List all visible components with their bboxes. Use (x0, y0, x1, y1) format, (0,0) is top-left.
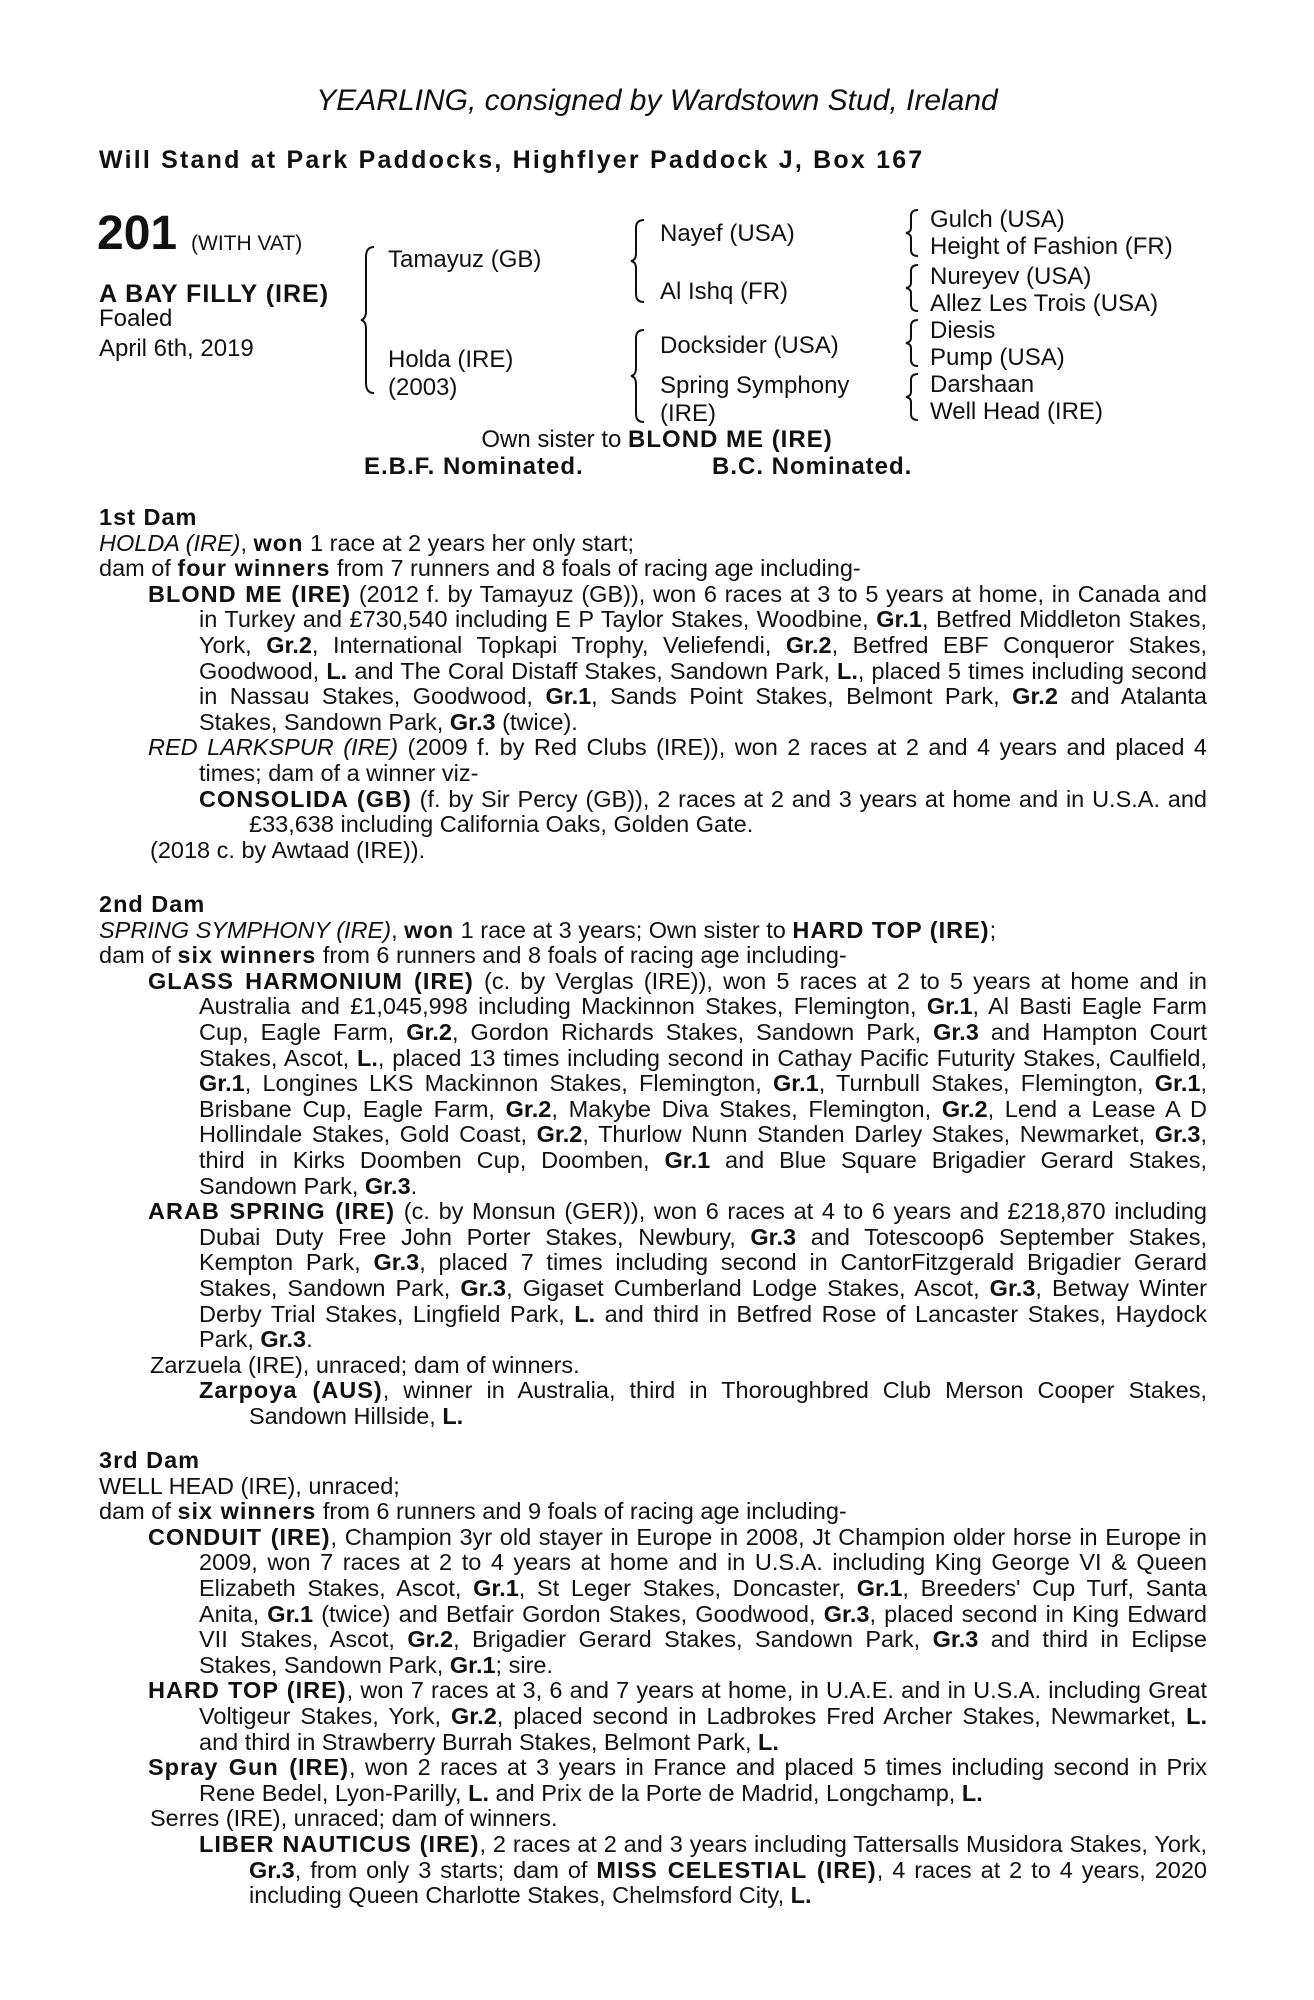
progeny-blond-me: BLOND ME (IRE) (2012 f. by Tamayuz (GB)), won 6 races at 3 to 5 years at home, in Canada and in Turkey and £730,540 including E P Taylor Stakes, Woodbine, Gr.1, Betfred Middleton Stakes, York, Gr.2, International Topkapi Trophy, Veliefendi, Gr.2, Betfred EBF Conqueror Stakes, Goodwood, L. and The Coral Distaff Stakes, Sandown Park, L., placed 5 times including second in Nassau Stakes, Goodwood, Gr.1, Sands Point Stakes, Belmont Park, Gr.2 and Atalanta Stakes, Sandown Park, Gr.3 (twice). (148, 580, 1207, 735)
own-sister-name: BLOND ME (IRE) (628, 426, 833, 453)
second-dam-section (99, 892, 1207, 1429)
pedigree-dam-name: Holda (IRE) (388, 346, 514, 373)
pedigree-ggs-1: Gulch (USA) (930, 206, 1065, 233)
pedigree-sire-sire: Nayef (USA) (660, 220, 795, 247)
pedigree-brace-gs3 (905, 318, 923, 368)
pedigree-dam-dam-origin: (IRE) (660, 400, 716, 427)
progeny-hard-top: HARD TOP (IRE), won 7 races at 3, 6 and 7 years at home, in U.A.E. and in U.S.A. including Great Voltigeur Stakes, York, Gr.2, placed second in Ladbrokes Fred Archer Stakes, Newmarket, L. and third in Strawberry Burrah Stakes, Belmont Park, L. (148, 1677, 1207, 1755)
horse-description: A BAY FILLY (IRE) (99, 280, 330, 308)
pedigree-dam-year: (2003) (388, 374, 458, 401)
first-dam-intro: HOLDA (IRE), won 1 race at 2 years her only start; (99, 529, 634, 556)
pedigree-brace-sire-dam (360, 245, 380, 395)
first-dam-section (99, 505, 1207, 863)
consignor-line: YEARLING, consigned by Wardstown Stud, Ireland (316, 84, 998, 117)
progeny-red-larkspur: RED LARKSPUR (IRE) (2009 f. by Red Clubs (IRE)), won 2 races at 2 and 4 years and placed 4 times; dam of a winner viz- (148, 734, 1207, 786)
pedigree-brace-gs2 (905, 263, 923, 313)
vat-note: (WITH VAT) (191, 232, 303, 255)
ebf-nominated: E.B.F. Nominated. (364, 453, 584, 480)
second-dam-intro: SPRING SYMPHONY (IRE), won 1 race at 3 years; Own sister to HARD TOP (IRE); (99, 916, 997, 943)
pedigree-dam (388, 346, 513, 402)
progeny-consolida: CONSOLIDA (GB) (f. by Sir Percy (GB)), 2 races at 2 and 3 years at home and in U.S.A. and £33,638 including California Oaks, Golden Gate. (199, 785, 1208, 838)
progeny-spray-gun: Spray Gun (IRE), won 2 races at 3 years in France and placed 5 times including second in Prix Rene Bedel, Lyon-Parilly, L. and Prix de la Porte de Madrid, Longchamp, L. (148, 1754, 1207, 1806)
pedigree-sire: Tamayuz (GB) (388, 246, 542, 273)
foaled-info (99, 304, 254, 364)
pedigree-ggs-8: Well Head (IRE) (930, 398, 1103, 425)
progeny-serres: Serres (IRE), unraced; dam of winners. (150, 1805, 558, 1832)
pedigree-dam-dam-name: Spring Symphony (660, 372, 850, 399)
progeny-2018-colt: (2018 c. by Awtaad (IRE)). (150, 836, 426, 863)
pedigree-ggs-4: Allez Les Trois (USA) (930, 290, 1159, 317)
pedigree-dam-sire: Docksider (USA) (660, 332, 839, 359)
stand-location: Will Stand at Park Paddocks, Highflyer Paddock J, Box 167 (99, 146, 925, 174)
foaled-date: April 6th, 2019 (99, 335, 254, 362)
progeny-arab-spring: ARAB SPRING (IRE) (c. by Monsun (GER)), won 6 races at 4 to 6 years and £218,870 including Dubai Duty Free John Porter Stakes, Newbury, Gr.3 and Totescoop6 September Stakes, Kempton Park, Gr.3, placed 7 times including second in CantorFitzgerald Brigadier Gerard Stakes, Sandown Park, Gr.3, Gigaset Cumberland Lodge Stakes, Ascot, Gr.3, Betway Winter Derby Trial Stakes, Lingfield Park, L. and third in Betfred Rose of Lancaster Stakes, Haydock Park, Gr.3. (148, 1198, 1208, 1353)
first-dam-heading: 1st Dam (99, 504, 198, 530)
pedigree-ggs-5: Diesis (930, 317, 996, 344)
pedigree-brace-sire (630, 218, 650, 304)
pedigree-dam-dam (660, 372, 849, 428)
bc-nominated: B.C. Nominated. (712, 453, 913, 480)
progeny-zarpoya: Zarpoya (AUS), winner in Australia, third in Thoroughbred Club Merson Cooper Stakes, Sandown Hillside, L. (199, 1377, 1207, 1429)
pedigree-ggs-7: Darshaan (930, 371, 1035, 398)
lot-number: 201 (97, 207, 178, 260)
pedigree-ggs-2: Height of Fashion (FR) (930, 233, 1173, 260)
second-dam-produce-summary: dam of six winners from 6 runners and 8 foals of racing age including- (99, 942, 847, 969)
third-dam-section (99, 1448, 1207, 1909)
pedigree-ggs-6: Pump (USA) (930, 344, 1065, 371)
foaled-label: Foaled (99, 305, 173, 332)
pedigree-ggs-3: Nureyev (USA) (930, 263, 1092, 290)
progeny-liber-nauticus: LIBER NAUTICUS (IRE), 2 races at 2 and 3 years including Tattersalls Musidora Stakes, York, Gr.3, from only 3 starts; dam of MISS CELESTIAL (IRE), 4 races at 2 to 4 years, 2020 including Queen Charlotte Stakes, Chelmsford City, L. (199, 1830, 1208, 1909)
own-sister-prefix: Own sister to (481, 426, 629, 453)
pedigree-brace-gs1 (905, 208, 923, 258)
third-dam-heading: 3rd Dam (99, 1447, 201, 1473)
pedigree-brace-dam (630, 328, 650, 424)
progeny-conduit: CONDUIT (IRE), Champion 3yr old stayer in Europe in 2008, Jt Champion older horse in Europe in 2009, won 7 races at 2 to 4 years at home and in U.S.A. including King George VI & Queen Elizabeth Stakes, Ascot, Gr.1, St Leger Stakes, Doncaster, Gr.1, Breeders' Cup Turf, Santa Anita, Gr.1 (twice) and Betfair Gordon Stakes, Goodwood, Gr.3, placed second in King Edward VII Stakes, Ascot, Gr.2, Brigadier Gerard Stakes, Sandown Park, Gr.3 and third in Eclipse Stakes, Sandown Park, Gr.1; sire. (148, 1523, 1207, 1678)
own-sister-line (0, 426, 1314, 454)
first-dam-produce-summary: dam of four winners from 7 runners and 8 foals of racing age including- (99, 555, 861, 582)
progeny-glass-harmonium: GLASS HARMONIUM (IRE) (c. by Verglas (IRE)), won 5 races at 2 to 5 years at home and in Australia and £1,045,998 including Mackinnon Stakes, Flemington, Gr.1, Al Basti Eagle Farm Cup, Eagle Farm, Gr.2, Gordon Richards Stakes, Sandown Park, Gr.3 and Hampton Court Stakes, Ascot, L., placed 13 times including second in Cathay Pacific Futurity Stakes, Caulfield, Gr.1, Longines LKS Mackinnon Stakes, Flemington, Gr.1, Turnbull Stakes, Flemington, Gr.1, Brisbane Cup, Eagle Farm, Gr.2, Makybe Diva Stakes, Flemington, Gr.2, Lend a Lease A D Hollindale Stakes, Gold Coast, Gr.2, Thurlow Nunn Standen Darley Stakes, Newmarket, Gr.3, third in Kirks Doomben Cup, Doomben, Gr.1 and Blue Square Brigadier Gerard Stakes, Sandown Park, Gr.3. (148, 967, 1208, 1199)
second-dam-heading: 2nd Dam (99, 891, 206, 917)
pedigree-brace-gs4 (905, 372, 923, 422)
pedigree-sire-dam: Al Ishq (FR) (660, 278, 789, 305)
third-dam-produce-summary: dam of six winners from 6 runners and 9 foals of racing age including- (99, 1498, 847, 1525)
progeny-zarzuela: Zarzuela (IRE), unraced; dam of winners. (150, 1351, 580, 1378)
third-dam-intro: WELL HEAD (IRE), unraced; (99, 1472, 400, 1499)
